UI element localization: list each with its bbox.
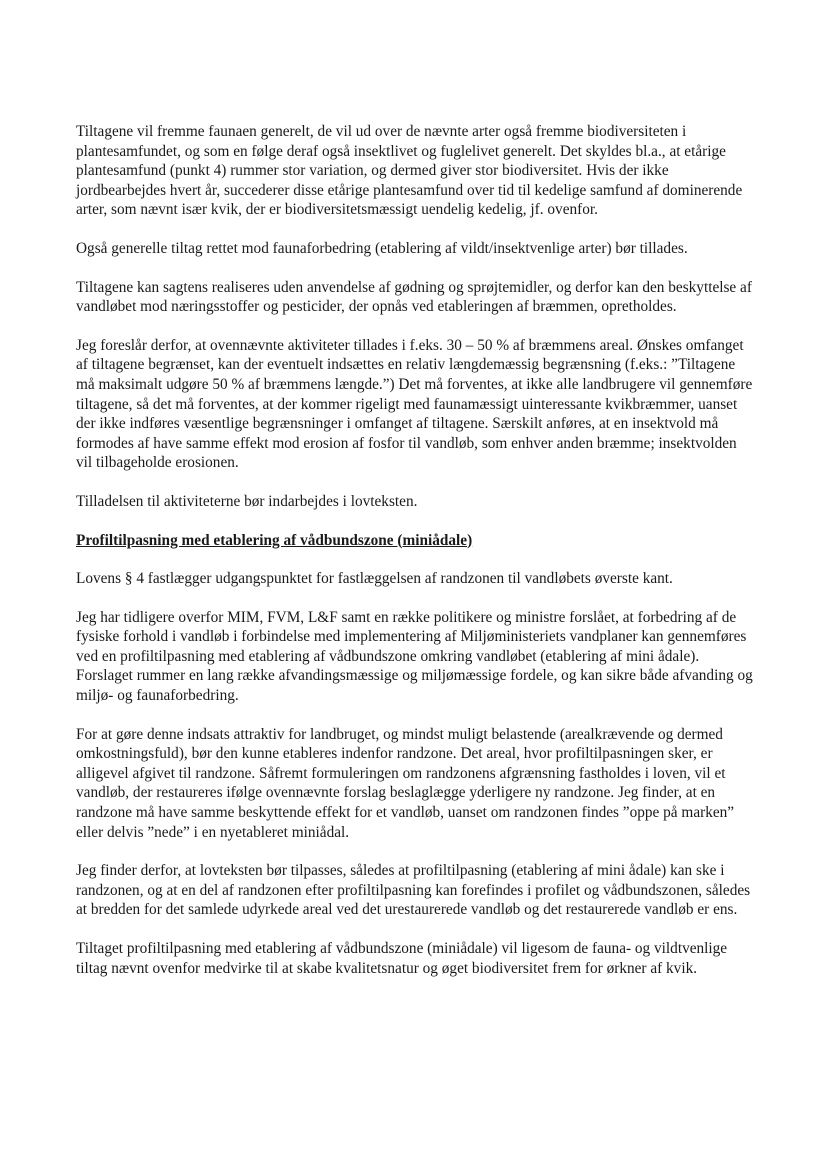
paragraph-law-section-4: Lovens § 4 fastlægger udgangspunktet for fastlæggelsen af randzonen til vandløbets øverste kant. [76, 570, 673, 588]
paragraph-law-adjustment: Jeg finder derfor, at lovteksten bør tilpasses, således at profiltilpasning (etablering af mini ådale) kan ske i randzonen, og at en del af randzonen efter profiltilpasning kan forefindes i profilet og vådbundszonen, således at bredden for det samlede udyrkede areal ved det urestaurerede vandløb og det restaurerede vandløb er ens. [76, 862, 751, 919]
paragraph-conclusion: Tiltaget profiltilpasning med etablering af vådbundszone (miniådale) vil ligesom de fauna- og vildtvenlige tiltag nævnt ovenfor medvirke til at skabe kvalitetsnatur og øget biodiversitet frem for ørkner af kvik. [76, 940, 728, 977]
document-page [76, 122, 756, 997]
section-heading: Profiltilpasning med etablering af vådbundszone (miniådale) [76, 531, 473, 549]
paragraph-proposal-percentage: Jeg foreslår derfor, at ovennævnte aktiviteter tillades i f.eks. 30 – 50 % af bræmmens areal. Ønskes omfanget af tiltagene begrænset, kan der eventuelt indsættes en relativ længdemæssig begrænsning (f.eks.: ”Tiltagene må maksimalt udgøre 50 % af bræmmens længde.”) Det må forventes, at ikke alle landbrugere vil gennemføre tiltagene, så det må forventes, at der kommer rigeligt med faunamæssigt uinteressante kvikbræmmer, uanset der ikke indføres væsentlige begrænsninger i omfanget af tiltagene. Særskilt anføres, at en insektvold må formodes af have samme effekt mod erosion af fosfor til vandløb, som enhver anden bræmme; insektvolden vil tilbageholde erosionen. [76, 336, 753, 472]
paragraph-no-fertilizer: Tiltagene kan sagtens realiseres uden anvendelse af gødning og sprøjtemidler, og derfor kan den beskyttelse af vandløbet mod næringsstoffer og pesticider, der opnås ved etableringen af bræmmen, opretholdes. [76, 278, 752, 316]
paragraph-permission: Tilladelsen til aktiviteterne bør indarbejdes i lovteksten. [76, 492, 418, 510]
paragraph-fauna-benefits: Tiltagene vil fremme faunaen generelt, de vil ud over de nævnte arter også fremme biodiversiteten i plantesamfundet, og som en følge deraf også insektlivet og fuglelivet generelt. Det skyldes bl.a., at etårige plantesamfund (punkt 4) rummer stor variation, og dermed giver stor biodiversitet. Hvis der ikke jordbearbejdes hvert år, succederer disse etårige plantesamfund over tid til kedelige samfund af dominerende arter, som nævnt især kvik, der er biodiversitetsmæssigt uendelig kedelig, jf. ovenfor. [76, 123, 743, 219]
paragraph-general-measures: Også generelle tiltag rettet mod faunaforbedring (etablering af vildt/insektvenlige arter) bør tillades. [76, 239, 688, 257]
paragraph-previous-proposal: Jeg har tidligere overfor MIM, FVM, L&F samt en række politikere og ministre forslået, at forbedring af de fysiske forhold i vandløb i forbindelse med implementering af Miljøministeriets vandplaner kan gennemføres ved en profiltilpasning med etablering af vådbundszone omkring vandløbet (etablering af mini ådale). Forslaget rummer en lang række afvandingsmæssige og miljømæssige fordele, og kan sikre både afvanding og miljø- og faunaforbedring. [76, 608, 753, 705]
paragraph-attractive-effort: For at gøre denne indsats attraktiv for landbruget, og mindst muligt belastende (arealkrævende og dermed omkostningsfuld), bør den kunne etableres indenfor randzone. Det areal, hvor profiltilpasningen sker, er alligevel afgivet til randzone. Såfremt formuleringen om randzonens afgrænsning fastholdes i loven, vil et vandløb, der restaureres ifølge ovennævnte forslag beslaglægge yderligere ny randzone. Jeg finder, at en randzone må have samme beskyttende effekt for et vandløb, uanset om randzonen findes ”oppe på marken” eller delvis ”nede” i en nyetableret miniådal. [76, 725, 735, 841]
